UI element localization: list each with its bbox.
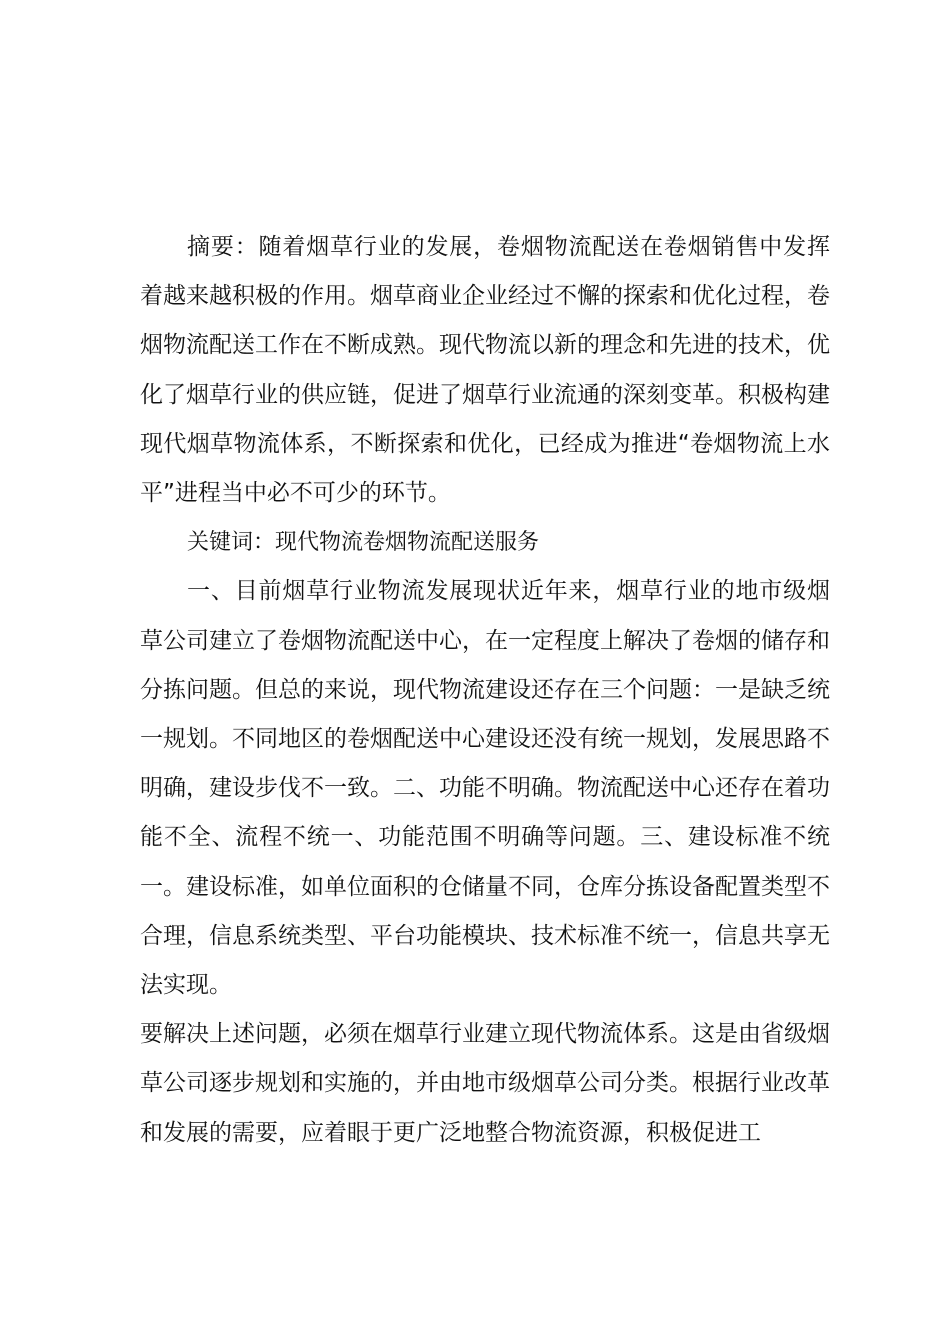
- abstract-paragraph: 摘要：随着烟草行业的发展，卷烟物流配送在卷烟销售中发挥着越来越积极的作用。烟草商业企业经过不懈的探索和优化过程，卷烟物流配送工作在不断成熟。现代物流以新的理念和先进的技术，优化了烟草行业的供应链，促进了烟草行业流通的深刻变革。积极构建现代烟草物流体系，不断探索和优化，已经成为推进“卷烟物流上水平”进程当中必不可少的环节。: [140, 234, 830, 507]
- section-one-paragraph: 一、目前烟草行业物流发展现状近年来，烟草行业的地市级烟草公司建立了卷烟物流配送中心，在一定程度上解决了卷烟的储存和分拣问题。但总的来说，现代物流建设还存在三个问题：一是缺乏统一规划。不同地区的卷烟配送中心建设还没有统一规划，发展思路不明确，建设步伐不一致。二、功能不明确。物流配送中心还存在着功能不全、流程不统一、功能范围不明确等问题。三、建设标准不统一。建设标准，如单位面积的仓储量不同，仓库分拣设备配置类型不合理，信息系统类型、平台功能模块、技术标准不统一，信息共享无法实现。: [140, 578, 830, 999]
- section-two-paragraph: 要解决上述问题，必须在烟草行业建立现代物流体系。这是由省级烟草公司逐步规划和实施的，并由地市级烟草公司分类。根据行业改革和发展的需要，应着眼于更广泛地整合物流资源，积极促进工: [140, 1021, 830, 1146]
- document-body: [140, 223, 830, 1158]
- keywords-paragraph: 关键词：现代物流卷烟物流配送服务: [187, 530, 540, 556]
